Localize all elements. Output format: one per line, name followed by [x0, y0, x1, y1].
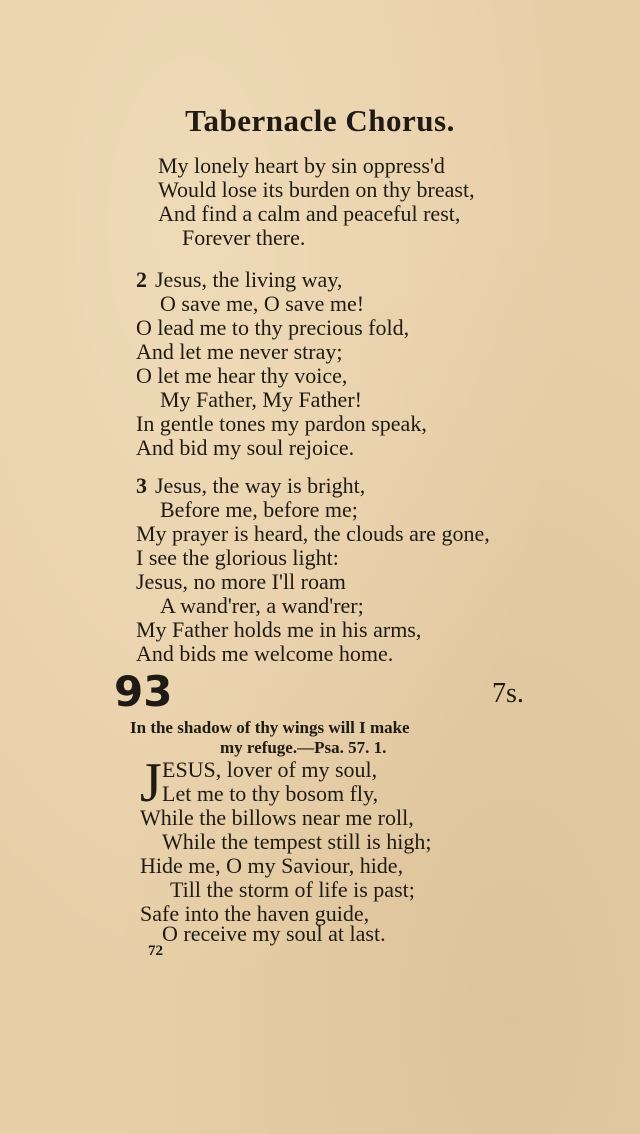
verse-line: My Father holds me in his arms,: [136, 617, 422, 642]
verse-line: Before me, before me;: [160, 497, 358, 522]
verse-line: [136, 474, 365, 498]
verse-line: Till the storm of life is past;: [170, 877, 415, 902]
verse-line: My Father, My Father!: [160, 387, 362, 412]
verse-line: O receive my soul at last.: [162, 921, 386, 946]
verse-line: I see the glorious light:: [136, 545, 339, 570]
verse-line: Would lose its burden on thy breast,: [158, 177, 475, 202]
verse-line: O lead me to thy precious fold,: [136, 315, 410, 340]
verse-line: Jesus, no more I'll roam: [136, 569, 346, 594]
verse-line: My prayer is heard, the clouds are gone,: [136, 521, 490, 546]
verse-line: O let me hear thy voice,: [136, 363, 348, 388]
verse-line: And let me never stray;: [136, 339, 343, 364]
verse-line: ESUS, lover of my soul,: [162, 757, 378, 782]
epigraph-line: In the shadow of thy wings will I make: [130, 718, 410, 737]
page-number: 72: [148, 943, 163, 959]
verse-line: While the tempest still is high;: [162, 829, 432, 854]
stanza-number: 2: [136, 267, 147, 292]
drop-cap: J: [140, 752, 162, 814]
verse-line: And find a calm and peaceful rest,: [158, 201, 461, 226]
verse-line: My lonely heart by sin oppress'd: [158, 153, 445, 178]
verse-line: A wand'rer, a wand'rer;: [160, 593, 364, 618]
verse-line: Safe into the haven guide,: [140, 901, 370, 926]
verse-line: While the billows near me roll,: [140, 805, 414, 830]
verse-line: Hide me, O my Saviour, hide,: [140, 853, 404, 878]
hymn-meter: 7s.: [492, 678, 524, 709]
stanza-number: 3: [136, 473, 147, 498]
verse-line: Let me to thy bosom fly,: [162, 781, 379, 806]
epigraph-line: my refuge.—Psa. 57. 1.: [220, 738, 387, 757]
verse-line: And bids me welcome home.: [136, 641, 394, 666]
verse-line: And bid my soul rejoice.: [136, 435, 355, 460]
hymn-number: 93: [114, 667, 173, 716]
verse-text: Jesus, the living way,: [155, 267, 343, 292]
running-header: Tabernacle Chorus.: [185, 103, 455, 138]
verse-line: Forever there.: [182, 225, 306, 250]
verse-line: [136, 268, 342, 292]
verse-line: In gentle tones my pardon speak,: [136, 411, 427, 436]
verse-text: Jesus, the way is bright,: [155, 473, 366, 498]
verse-line: O save me, O save me!: [160, 291, 365, 316]
